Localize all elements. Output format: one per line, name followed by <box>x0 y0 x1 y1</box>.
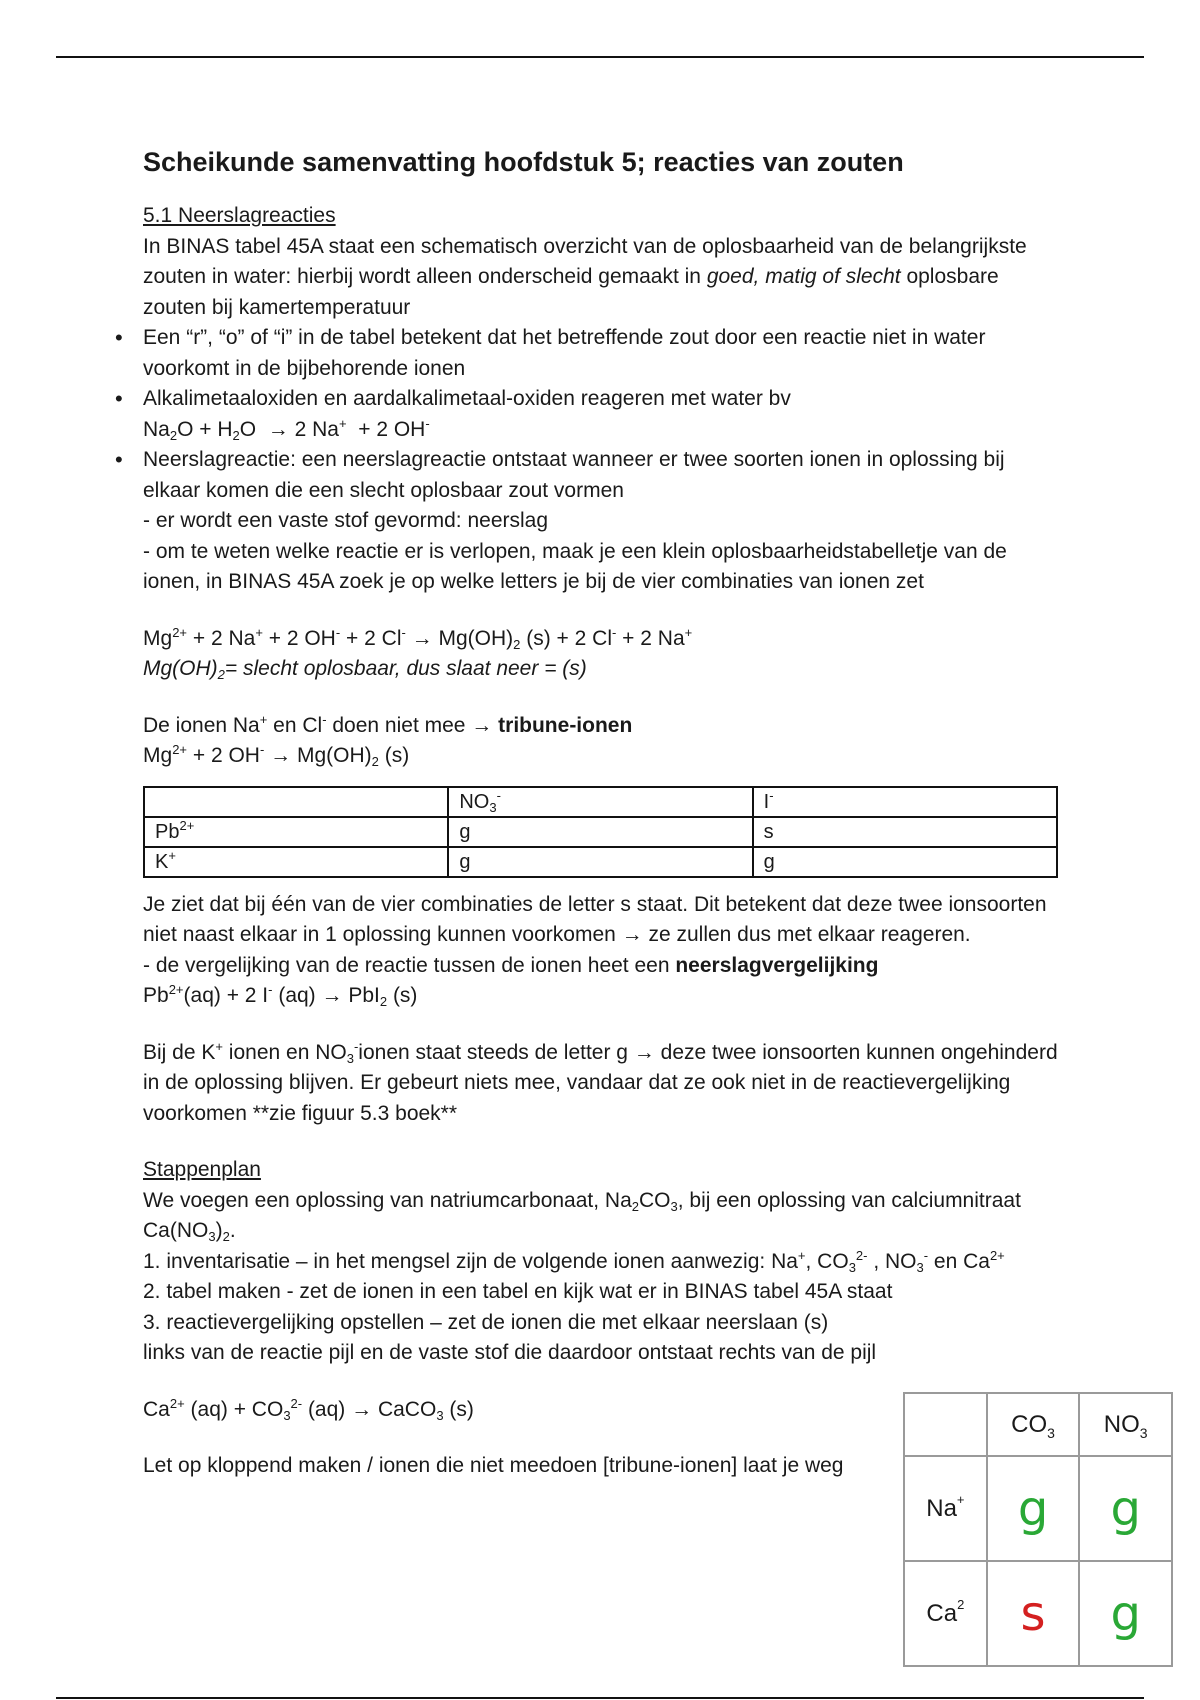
table-cell: s <box>753 817 1057 847</box>
step-intro: We voegen een oplossing van natriumcarbonaat, $Na_2CO_3$, bij een oplossing van calciumnitraat $Ca(NO_3)_2$. <box>143 1188 1021 1244</box>
bullet-item: • Een “r”, “o” of “i” in de tabel betekent dat het betreffende zout door een reactie niet in water voorkomt in de bijbehorende ionen <box>143 323 1063 384</box>
equation-pb: $Pb^{2+}(aq) + 2$ I- (aq) → PbI$_2$ (s) <box>143 982 418 1009</box>
grid-col-header: $NO_3$ <box>1079 1393 1172 1456</box>
bullet-item: • Neerslagreactie: een neerslagreactie ontstaat wanneer er twee soorten ionen in oplossing bij elkaar komen die een slecht oplosbaar zout vormen <box>143 445 1063 506</box>
step-3: 3. reactievergelijking opstellen – zet de ionen die met elkaar neerslaan (s) <box>143 1310 829 1334</box>
grid-cell: g <box>987 1456 1080 1561</box>
grid-cell: g <box>1079 1561 1172 1666</box>
equation-mg-net: $Mg^{2+} + 2$ $OH^- \to Mg(OH)_2$ (s) <box>143 742 410 769</box>
tribune-line: De ionen Na+ en Cl- doen niet mee → tribune-ionen <box>143 711 633 737</box>
grid-col-header: $CO_3$ <box>987 1393 1080 1456</box>
ion-grid <box>903 1392 1173 1667</box>
final-note: Let op kloppend maken / ionen die niet meedoen [tribune-ionen] laat je weg <box>143 1454 844 1477</box>
document-body <box>143 145 1063 1482</box>
bullet-note: - om te weten welke reactie er is verlopen, maak je een klein oplosbaarheidstabelletje van de ionen, in BINAS 45A zoek je op welke letters je bij de vier combinaties van ionen zet <box>143 539 1007 593</box>
solubility-table <box>143 786 1058 878</box>
grid-row-header: Ca$^2$ <box>904 1561 987 1666</box>
top-rule <box>56 56 1144 58</box>
equation-ca: $Ca^{2+}$ $(aq) + CO_3^{2-}$ (aq) → CaCO$_3$ (s) <box>143 1395 474 1423</box>
page-title: Scheikunde samenvatting hoofdstuk 5; reacties van zouten <box>143 147 904 177</box>
explanation-paragraph: Bij de K+ ionen en $NO_3^-ionen$ staat steeds de letter g → deze twee ionsoorten kunnen ongehinderd in de oplossing blijven. Er gebeurt niets mee, vandaar dat ze ook niet in de reactievergelijking voorkomen **zie figuur 5.3 boek** <box>143 1038 1058 1125</box>
table-row <box>144 787 1057 817</box>
table-row <box>144 817 1057 847</box>
stappenplan-heading: Stappenplan <box>143 1158 261 1181</box>
table-header: I- <box>753 787 1057 817</box>
bullet-item: • Alkalimetaaloxiden en aardalkalimetaal-oxiden reageren met water bv $Na_2O + H_2O \to 2$ Na+ + 2 OH- <box>143 384 1063 445</box>
bottom-rule <box>56 1697 1144 1699</box>
equation-mg-note: $Mg(OH)_2=$ slecht oplosbaar, dus slaat neer = (s) <box>143 657 587 682</box>
grid-cell: s <box>987 1561 1080 1666</box>
table-row-header: $Pb^{2+}$ <box>144 817 448 847</box>
grid-cell: g <box>1079 1456 1172 1561</box>
step-3-cont: links van de reactie pijl en de vaste stof die daardoor ontstaat rechts van de pijl <box>143 1341 877 1364</box>
bullet-list <box>143 323 1063 506</box>
table-header: $NO_3^-$ <box>448 787 752 817</box>
intro-paragraph: In BINAS tabel 45A staat een schematisch overzicht van de oplosbaarheid van de belangrijkste zouten in water: hierbij wordt alleen onderscheid gemaakt in goed, matig of slecht oplosbare zouten bij kamertemperatuur <box>143 234 1027 319</box>
explanation-line: - de vergelijking van de reactie tussen de ionen heet een neerslagvergelijking <box>143 953 879 977</box>
table-cell: g <box>753 847 1057 877</box>
table-row <box>144 847 1057 877</box>
bullet-note: - er wordt een vaste stof gevormd: neerslag <box>143 509 549 532</box>
equation-mg-full: $Mg^{2+} + 2$ Na+ + 2 OH- + 2 $Cl^- \to Mg(OH)_2$ (s) + 2 Cl- + 2 Na+ <box>143 624 693 652</box>
grid-row-header: Na+ <box>904 1456 987 1561</box>
table-cell <box>144 787 448 817</box>
table-cell: g <box>448 817 752 847</box>
table-cell: g <box>448 847 752 877</box>
explanation-paragraph: Je ziet dat bij één van de vier combinaties de letter s staat. Dit betekent dat deze twee ionsoorten niet naast elkaar in 1 oplossing kunnen voorkomen → ze zullen dus met elkaar reageren. <box>143 892 1047 946</box>
grid-corner <box>904 1393 987 1456</box>
table-row-header: K+ <box>144 847 448 877</box>
step-2: 2. tabel maken - zet de ionen in een tabel en kijk wat er in BINAS tabel 45A staat <box>143 1280 893 1303</box>
equation-na2o: $Na_2O + H_2O \to 2$ Na+ + 2 OH- <box>143 415 430 443</box>
section-heading: 5.1 Neerslagreacties <box>143 204 336 227</box>
step-1: 1. inventarisatie – in het mengsel zijn de volgende ionen aanwezig: Na+, $CO_3^{2-}$ , $NO_3^-$ en $Ca^{2+}$ <box>143 1247 1005 1275</box>
